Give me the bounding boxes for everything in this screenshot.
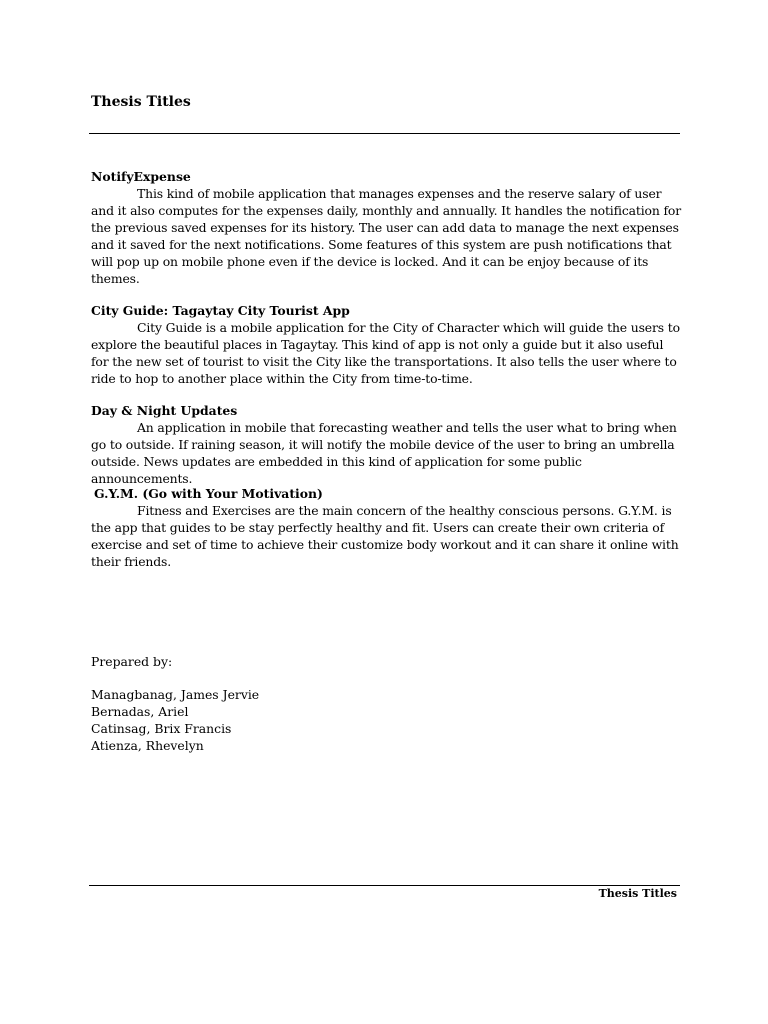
thesis-section-notifyexpense: [91, 168, 681, 287]
author-name: Catinsag, Brix Francis: [91, 721, 232, 736]
prepared-by-label: Prepared by:: [91, 654, 173, 669]
section-heading: Day & Night Updates: [91, 403, 238, 418]
section-heading: NotifyExpense: [91, 169, 191, 184]
thesis-section-city-guide: [91, 302, 681, 387]
section-body: Fitness and Exercises are the main concern of the healthy conscious persons. G.Y.M. is the app that guides to be stay perfectly healthy and fit. Users can create their own criteria of exercise and set of time to achieve their customize body workout and it can share it online with their friends.: [91, 503, 679, 569]
thesis-section-gym: [91, 485, 681, 570]
section-body: This kind of mobile application that manages expenses and the reserve salary of user and it also computes for the expenses daily, monthly and annually. It handles the notification for the previous saved expenses for its history. The user can add data to manage the next expenses and it saved for the next notifications. Some features of this system are push notifications that will pop up on mobile phone even if the device is locked. And it can be enjoy because of its themes.: [91, 186, 681, 286]
author-name: Managbanag, James Jervie: [91, 687, 260, 702]
prepared-by-block: [91, 653, 259, 754]
section-body: An application in mobile that forecasting weather and tells the user what to bring when go to outside. If raining season, it will notify the mobile device of the user to bring an umbrella outside. News updates are embedded in this kind of application for some public announcements.: [91, 420, 677, 486]
footer-divider: [89, 885, 680, 886]
page-title: Thesis Titles: [91, 94, 191, 110]
section-heading: City Guide: Tagaytay City Tourist App: [91, 303, 350, 318]
author-name: Atienza, Rhevelyn: [91, 738, 204, 753]
header-divider: [89, 133, 680, 134]
author-name: Bernadas, Ariel: [91, 704, 189, 719]
section-heading: G.Y.M. (Go with Your Motivation): [94, 486, 323, 501]
footer-title: Thesis Titles: [598, 887, 677, 900]
section-body: City Guide is a mobile application for the City of Character which will guide the users to explore the beautiful places in Tagaytay. This kind of app is not only a guide but it also useful for the new set of tourist to visit the City like the transportations. It also tells the user where to ride to hop to another place within the City from time-to-time.: [91, 320, 680, 386]
thesis-section-day-night-updates: [91, 402, 681, 487]
